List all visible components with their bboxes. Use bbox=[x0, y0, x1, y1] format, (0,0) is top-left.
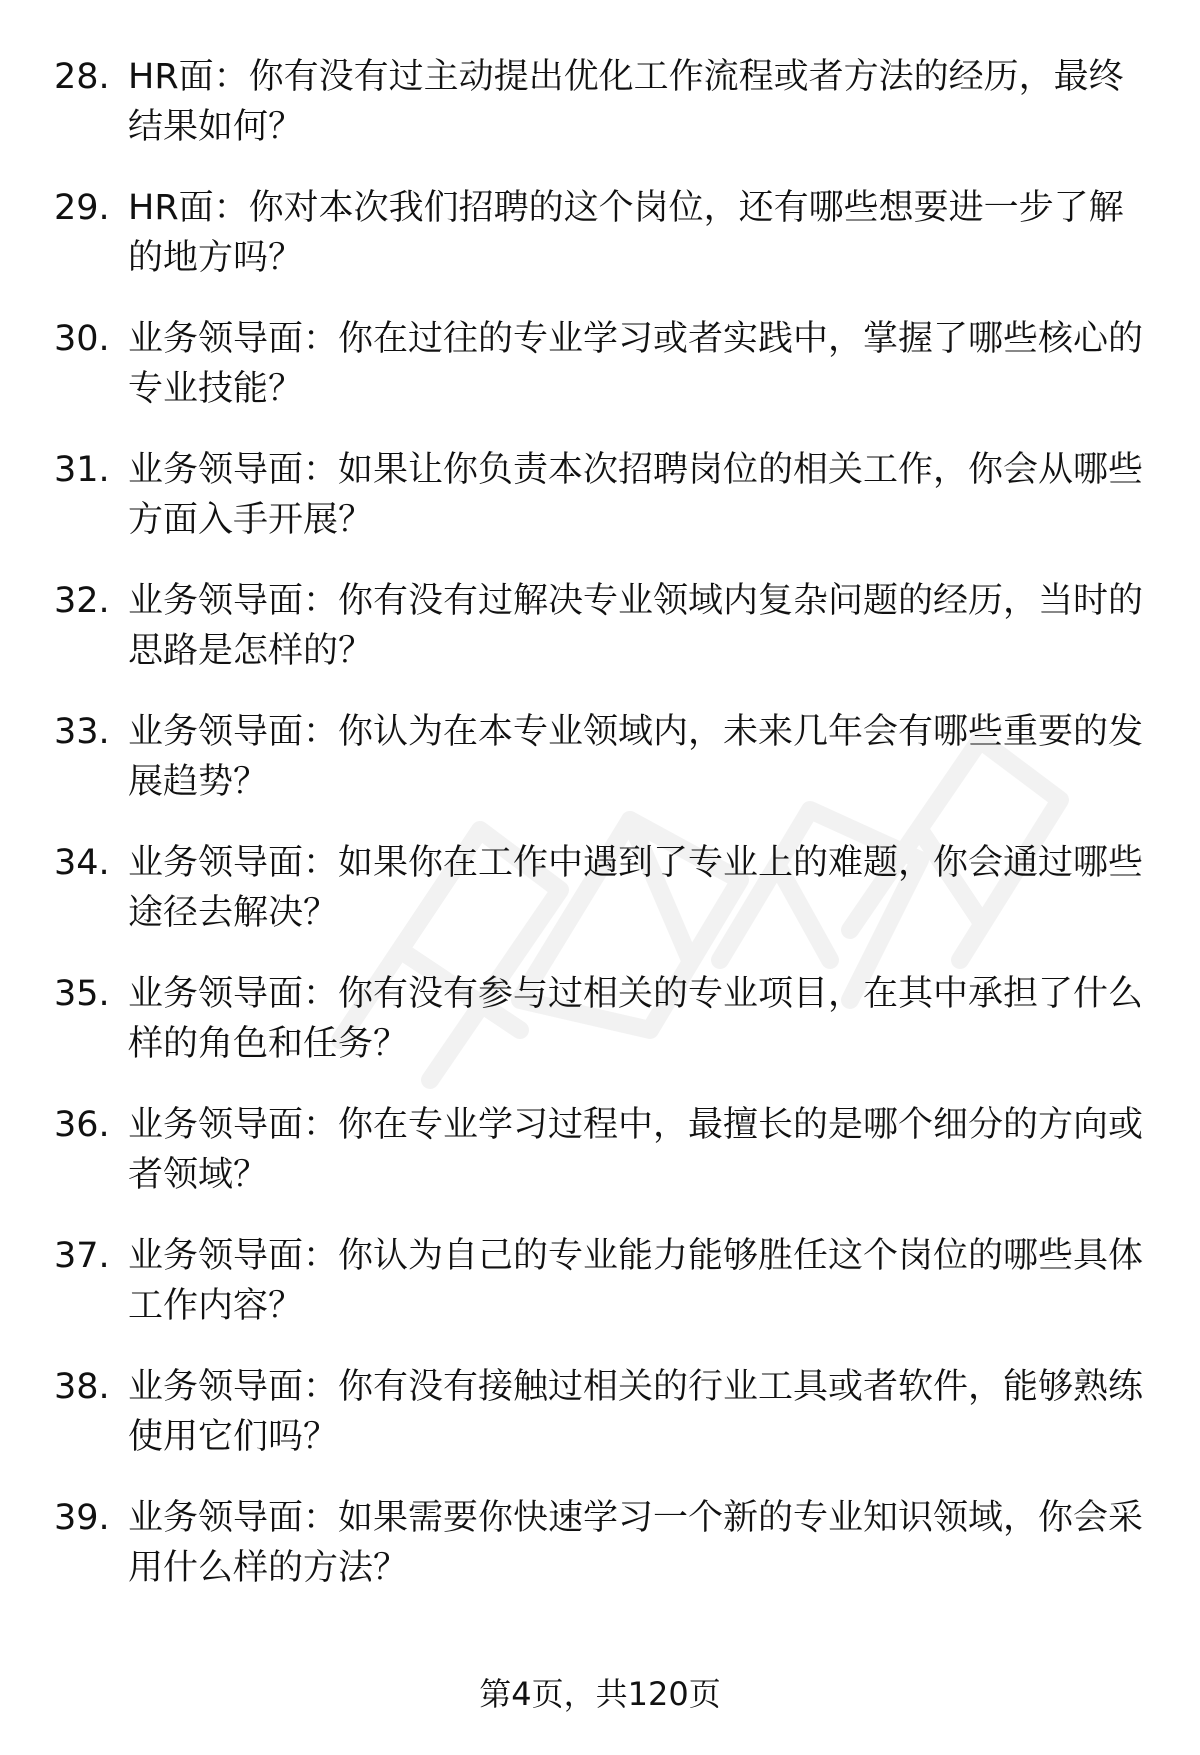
list-item bbox=[54, 445, 1154, 576]
list-item bbox=[54, 183, 1154, 314]
list-item bbox=[54, 1231, 1154, 1362]
question-number: 29. bbox=[54, 188, 110, 228]
list-item bbox=[54, 969, 1154, 1100]
question-text: 业务领导面：你有没有参与过相关的专业项目，在其中承担了什么样的角色和任务？ bbox=[128, 974, 1144, 1064]
question-number: 31. bbox=[54, 450, 110, 490]
question-text: 业务领导面：如果你在工作中遇到了专业上的难题，你会通过哪些途径去解决？ bbox=[128, 843, 1144, 933]
list-item bbox=[54, 1493, 1154, 1624]
question-text: HR面：你对本次我们招聘的这个岗位，还有哪些想要进一步了解的地方吗？ bbox=[128, 188, 1124, 278]
question-text: 业务领导面：如果需要你快速学习一个新的专业知识领域，你会采用什么样的方法？ bbox=[128, 1498, 1144, 1588]
question-text: 业务领导面：你认为自己的专业能力能够胜任这个岗位的哪些具体工作内容？ bbox=[128, 1236, 1144, 1326]
question-text: 业务领导面：你有没有接触过相关的行业工具或者软件，能够熟练使用它们吗？ bbox=[128, 1367, 1144, 1457]
question-text: 业务领导面：你有没有过解决专业领域内复杂问题的经历，当时的思路是怎样的？ bbox=[128, 581, 1144, 671]
question-number: 34. bbox=[54, 843, 110, 883]
question-number: 30. bbox=[54, 319, 110, 359]
list-item bbox=[54, 838, 1154, 969]
list-item bbox=[54, 576, 1154, 707]
question-number: 37. bbox=[54, 1236, 110, 1276]
list-item bbox=[54, 52, 1154, 183]
page-footer: 第4页，共120页 bbox=[479, 1675, 721, 1713]
question-list bbox=[54, 52, 1154, 1624]
question-text: HR面：你有没有过主动提出优化工作流程或者方法的经历，最终结果如何？ bbox=[128, 57, 1124, 147]
question-number: 38. bbox=[54, 1367, 110, 1407]
list-item bbox=[54, 314, 1154, 445]
question-number: 33. bbox=[54, 712, 110, 752]
question-text: 业务领导面：如果让你负责本次招聘岗位的相关工作，你会从哪些方面入手开展？ bbox=[128, 450, 1144, 540]
question-number: 32. bbox=[54, 581, 110, 621]
question-number: 36. bbox=[54, 1105, 110, 1145]
list-item bbox=[54, 707, 1154, 838]
list-item bbox=[54, 1362, 1154, 1493]
question-number: 28. bbox=[54, 57, 110, 97]
question-text: 业务领导面：你在过往的专业学习或者实践中，掌握了哪些核心的专业技能？ bbox=[128, 319, 1144, 409]
question-number: 35. bbox=[54, 974, 110, 1014]
list-item bbox=[54, 1100, 1154, 1231]
question-text: 业务领导面：你在专业学习过程中，最擅长的是哪个细分的方向或者领域？ bbox=[128, 1105, 1144, 1195]
question-number: 39. bbox=[54, 1498, 110, 1538]
question-text: 业务领导面：你认为在本专业领域内，未来几年会有哪些重要的发展趋势？ bbox=[128, 712, 1144, 802]
